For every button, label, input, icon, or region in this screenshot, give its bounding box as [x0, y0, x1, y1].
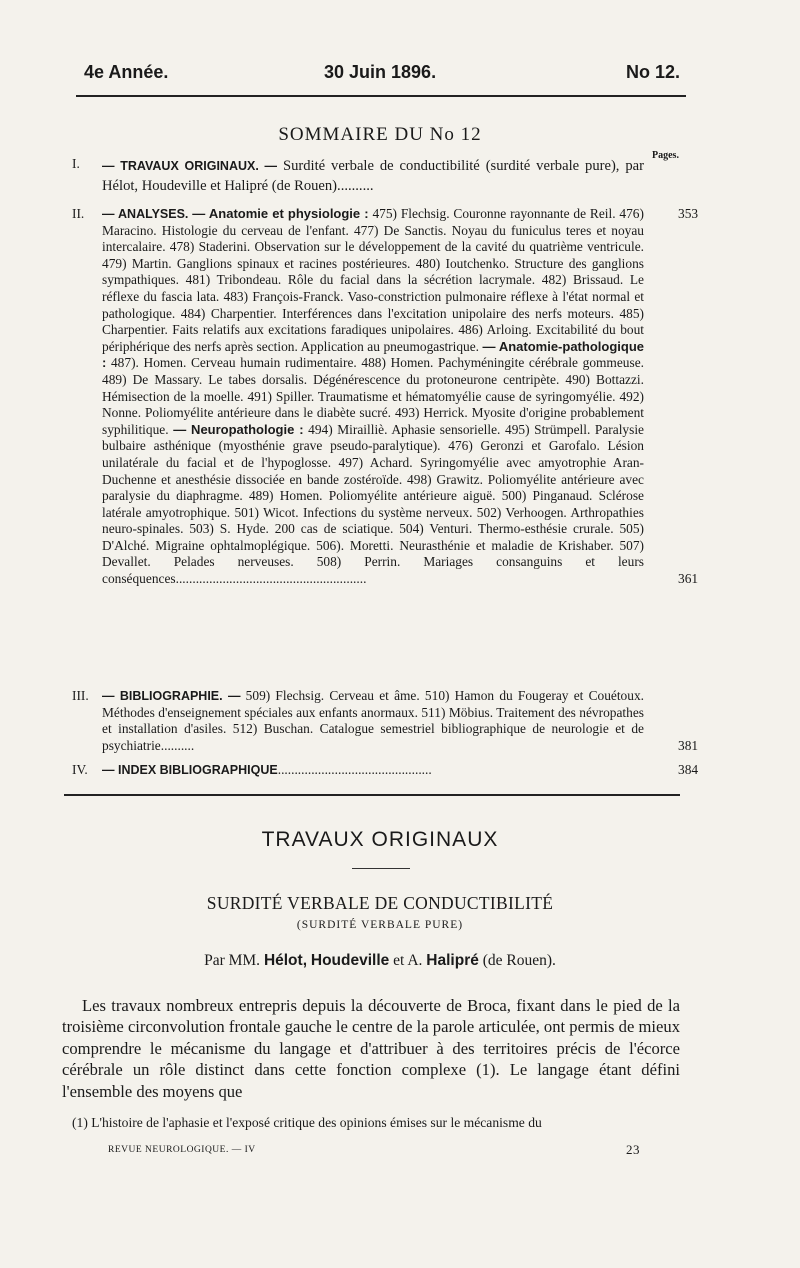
article-authors	[0, 952, 760, 970]
journal-signature: REVUE NEUROLOGIQUE. — IV	[108, 1145, 256, 1155]
toc-roman: I.	[72, 156, 80, 171]
toc-section-4	[72, 762, 699, 779]
body-paragraph: Les travaux nombreux entrepris depuis la découverte de Broca, fixant dans le pied de la troisième circonvolution frontale gauche le centre de la parole articulée, ont permis de mieux comprendre le mécanisme du langage et d'attribuer à des territoires précis de l'écorce cérébrale un rôle distinct dans cette fonction complexe (1). Le langage étant défini l'ensemble des moyens que	[62, 996, 680, 1101]
toc-subsection-text: 487). Homen. Cerveau humain rudimentaire. 488) Homen. Pachyméningite cérébrale gommeuse. 489) De Massary. Le tabes dorsalis. Dégénérescence du protoneurone centripète. 490) Bottazzi. Hémisection de la moelle. 491) Spiller. Traumatisme et hématomyélie cause de syringomyélie. 492) Nonne. Poliomyélite antérieure dans le diabète sucré. 493) Herrick. Myosite d'origine probablement syphilitique.	[102, 355, 644, 437]
sommaire-title: SOMMAIRE DU No 12	[278, 124, 482, 145]
article-subtitle: (SURDITÉ VERBALE PURE)	[296, 919, 464, 931]
toc-section-label: — ANALYSES.	[102, 207, 189, 221]
header-annee: 4e Année.	[84, 62, 169, 82]
author-name: Hélot,	[263, 952, 307, 969]
author-name: Halipré	[426, 952, 479, 969]
page-footer	[108, 1142, 640, 1157]
section-title: TRAVAUX ORIGINAUX	[261, 828, 499, 851]
article-title: SURDITÉ VERBALE DE CONDUCTIBILITÉ	[206, 893, 554, 913]
toc-roman: II.	[72, 206, 85, 221]
toc-section-2	[72, 206, 699, 588]
toc-body	[102, 206, 644, 588]
authors-prefix: Par MM.	[204, 952, 261, 969]
toc-subsection-label: — Neuropathologie :	[173, 421, 304, 437]
toc-roman: IV.	[72, 762, 88, 777]
toc-page: 381	[678, 737, 699, 753]
toc-section-label: — TRAVAUX ORIGINAUX. —	[102, 159, 278, 173]
toc-subsection-label: — Anatomie et physiologie :	[192, 206, 369, 221]
page-number: 23	[626, 1142, 640, 1157]
header-numero: No 12.	[625, 62, 680, 82]
toc-subsection-text: 475) Flechsig. Couronne rayonnante de Reil. 476) Maracino. Histologie du cerveau de l'enfant. 477) De Sanctis. Noyau du funiculus teres et noyau intercalaire. 478) Staderini. Observation sur le développement de la cavité du quatrième ventricule. 479) Martin. Ganglions spinaux et racines postérieures. 480) Ioutchenko. Structure des ganglions sympathiques. 481) Tribondeau. Rôle du facial dans la sécrétion lacrymale. 482) Brissaud. Le réflexe du fascia lata. 483) François-Franck. Vaso-constriction pulmonaire réflexe à l'état normal et pathologique. 484) Charpentier. Interférences dans l'excitation unipolaire des nerfs moteurs. 485) Charpentier. Faits relatifs aux excitations faradiques unipolaires. 486) Arloing. Excitabilité du bout périphérique des nerfs après section. Application au pneumogastrique.	[102, 206, 644, 354]
toc-section-text: Surdité verbale de conductibilité (surdité verbale pure), par Hélot, Houdeville et Halipré (de Rouen)..........	[102, 158, 644, 194]
toc-roman: III.	[72, 688, 89, 703]
toc-section-label: — BIBLIOGRAPHIE. —	[102, 689, 241, 703]
authors-connector: et A.	[393, 952, 423, 969]
toc-body	[102, 156, 644, 196]
pages-column-label: Pages.	[652, 150, 679, 161]
section-divider	[64, 794, 680, 796]
header-date: 30 Juin 1896.	[324, 62, 437, 82]
toc-section-text: ..............................................	[277, 762, 432, 777]
footnote: (1) L'histoire de l'aphasie et l'exposé critique des opinions émises sur le mécanisme du	[72, 1115, 542, 1130]
toc-subsection-text: 494) Mirailliè. Aphasie sensorielle. 495) Strümpell. Paralysie bulbaire asthénique (myosthénie grave pseudo-paralytique). 476) Geronzi et Garofalo. Lésion unilatérale du facial et de l'hypoglosse. 497) Achard. Syringomyélie avec amyotrophie Aran-Duchenne et anesthésie dissociée en bande zostéroïde. 498) Grawitz. Poliomyélite antérieure avec paralysie du diaphragme. 489) Homen. Poliomyélite antérieure aiguë. 500) Pinganaud. Sclérose latérale amyotrophique. 501) Wicot. Infections du système nerveux. 502) Verhoogen. Arthropathies neuro-spinales. 503) S. Hyde. 200 cas de sciatique. 504) Venturi. Thermo-esthésie crurale. 505) D'Alché. Migraine ophtalmoplégique. 506). Moretti. Neurasthénie et maladie de Krishaber. 507) Devallet. Pelades nerveuses. 508) Perrin. Mariages consanguins et leurs conséquences.........................................................	[102, 421, 644, 587]
toc-page: 384	[678, 762, 699, 777]
toc-section-text: 509) Flechsig. Cerveau et âme. 510) Hamon du Fougeray et Couétoux. Méthodes d'enseignement spéciales aux enfants anormaux. 511) Möbius. Traitement des névropathes et installation d'asiles. 512) Buschan. Catalogue semestriel bibliographique de neurologie et de psychiatrie..........	[102, 688, 644, 753]
toc-page: 361	[678, 571, 699, 587]
toc-section-label: — INDEX BIBLIOGRAPHIQUE	[102, 763, 278, 777]
toc-page-top: 353	[678, 206, 699, 221]
title-underline	[352, 868, 410, 869]
running-header	[84, 62, 680, 86]
toc-body	[102, 762, 644, 779]
toc-body	[102, 688, 644, 754]
author-name: Houdeville	[310, 952, 390, 969]
toc-subsection-label: — Anatomie-pathologique :	[102, 338, 644, 371]
header-rule	[76, 95, 686, 97]
authors-affiliation: (de Rouen).	[482, 952, 556, 969]
toc-section-1	[72, 156, 682, 196]
toc-section-3	[72, 688, 699, 754]
